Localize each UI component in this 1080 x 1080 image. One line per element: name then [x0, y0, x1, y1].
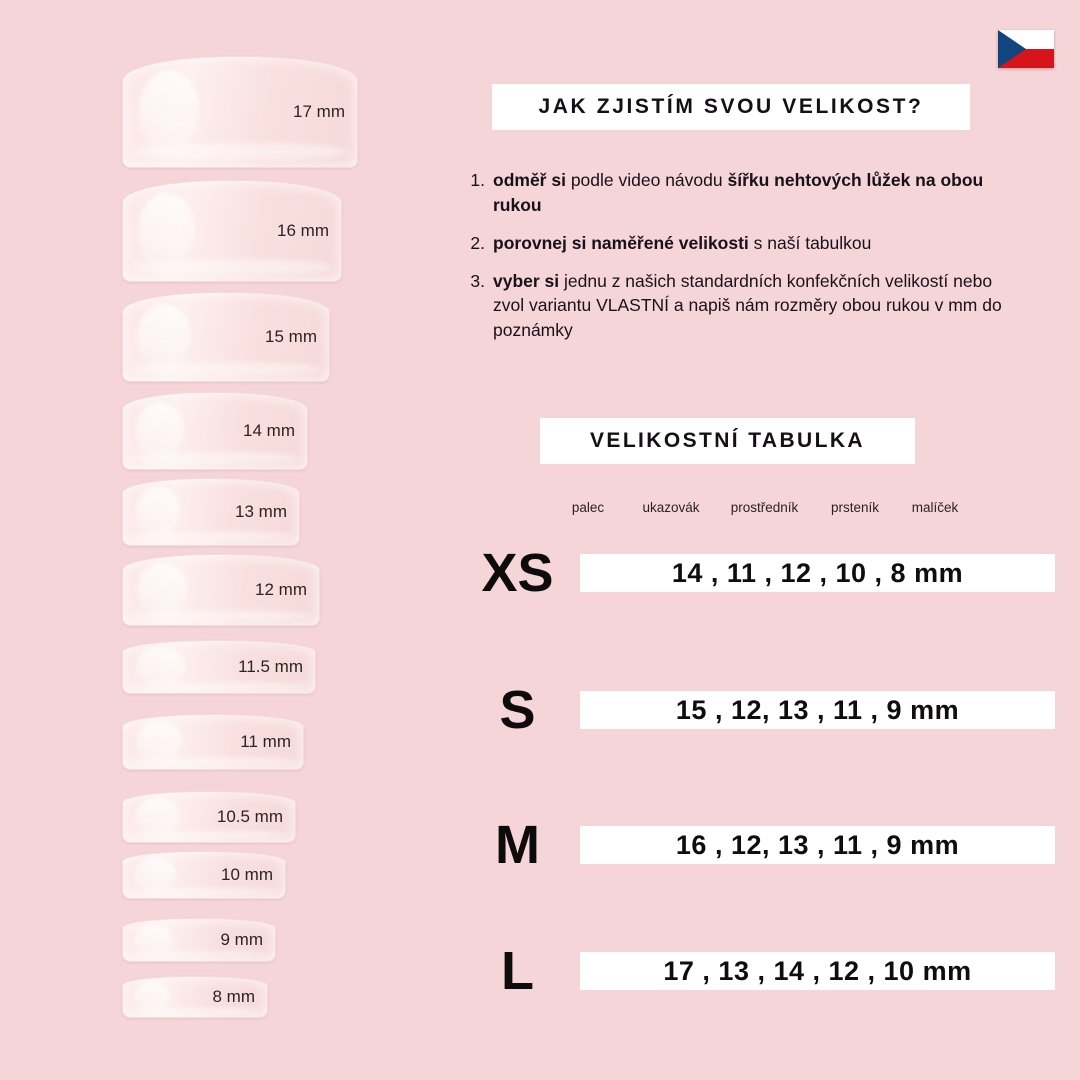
- size-values: 14 , 11 , 12 , 10 , 8 mm: [580, 554, 1055, 592]
- nail-tip-label: 10.5 mm: [216, 807, 283, 826]
- nail-tip-shape: [122, 851, 286, 899]
- nail-tip-shape: [122, 976, 268, 1018]
- page-title: JAK ZJISTÍM SVOU VELIKOST?: [492, 84, 970, 130]
- nail-tip-label: 9 mm: [220, 930, 263, 949]
- nail-tip-label: 8 mm: [212, 987, 255, 1006]
- nail-tip-row: [122, 180, 342, 282]
- column-header-middle: prostředník: [730, 500, 799, 515]
- nail-tip-shape: [122, 554, 320, 626]
- nail-tip-row: [122, 918, 276, 962]
- column-header-pinky: malíček: [911, 500, 959, 515]
- nail-tip-shape: [122, 478, 300, 546]
- step-text-plain: s naší tabulkou: [748, 232, 872, 253]
- list-item: [455, 269, 1015, 344]
- step-text-bold: šířku nehtových lůžek na obou rukou: [493, 170, 984, 215]
- step-text: [493, 168, 1015, 218]
- list-item: [455, 231, 1015, 256]
- nail-tip-label: 13 mm: [235, 502, 287, 521]
- nail-tip-row: [122, 976, 268, 1018]
- steps-list: [455, 168, 1015, 356]
- step-text-plain: jednu z našich standardních konfekčních velikostí nebo zvol variantu VLASTNÍ a napiš nám rozměry obou rukou v mm do poznámky: [493, 270, 1002, 341]
- nail-tip-row: [122, 791, 296, 843]
- nail-tip-shape: [122, 640, 316, 694]
- nail-tip-shape: [122, 292, 330, 382]
- size-table-title: VELIKOSTNÍ TABULKA: [540, 418, 915, 464]
- nail-tip-label: 12 mm: [255, 580, 307, 599]
- size-label: XS: [481, 543, 554, 603]
- instructions-panel: [455, 0, 1055, 1080]
- nail-tip-label: 11.5 mm: [238, 657, 303, 676]
- nail-tip-shape: [122, 56, 358, 168]
- nail-tip-label: 16 mm: [277, 221, 329, 240]
- step-text: [493, 269, 1015, 344]
- nail-tip-shape: [122, 714, 304, 770]
- step-text-plain: podle video návodu: [565, 170, 728, 190]
- size-label: L: [501, 941, 534, 1001]
- step-text: [493, 231, 1015, 256]
- nail-tip-row: [122, 851, 286, 899]
- nail-tip-row: [122, 554, 320, 626]
- column-header-index: ukazovák: [642, 500, 700, 515]
- nail-tip-shape: [122, 918, 276, 962]
- nail-tip-chart: [0, 0, 400, 1080]
- nail-tip-row: [122, 478, 300, 546]
- size-values: 17 , 13 , 14 , 12 , 10 mm: [580, 952, 1055, 990]
- step-number: 3.: [470, 270, 485, 291]
- list-item: [455, 168, 1015, 218]
- nail-tip-label: 17 mm: [293, 102, 345, 121]
- nail-tip-shape: [122, 791, 296, 843]
- size-table-header: [550, 500, 1030, 515]
- nail-tip-shape: [122, 392, 308, 470]
- table-row: [455, 940, 1055, 1002]
- step-number: 2.: [470, 232, 485, 253]
- nail-tip-label: 11 mm: [240, 732, 291, 751]
- size-values: 15 , 12, 13 , 11 , 9 mm: [580, 691, 1055, 729]
- column-header-ring: prsteník: [830, 500, 880, 515]
- nail-tip-label: 15 mm: [265, 327, 317, 346]
- nail-tip-label: 14 mm: [243, 421, 295, 440]
- table-row: [455, 814, 1055, 876]
- nail-tip-row: [122, 56, 358, 168]
- nail-tip-shape: [122, 180, 342, 282]
- nail-tip-row: [122, 714, 304, 770]
- nail-tip-row: [122, 640, 316, 694]
- nail-tip-row: [122, 292, 330, 382]
- nail-tip-row: [122, 392, 308, 470]
- column-header-thumb: palec: [571, 500, 605, 515]
- table-row: [455, 679, 1055, 741]
- size-label: S: [499, 680, 536, 740]
- step-text-bold: vyber si: [493, 270, 560, 291]
- step-text-bold: odměř si: [493, 170, 566, 190]
- size-label: M: [495, 815, 540, 875]
- nail-tip-label: 10 mm: [221, 865, 273, 884]
- step-text-bold: porovnej si naměřené velikosti: [493, 232, 749, 253]
- step-number: 1.: [470, 170, 485, 190]
- size-values: 16 , 12, 13 , 11 , 9 mm: [580, 826, 1055, 864]
- table-row: [455, 542, 1055, 604]
